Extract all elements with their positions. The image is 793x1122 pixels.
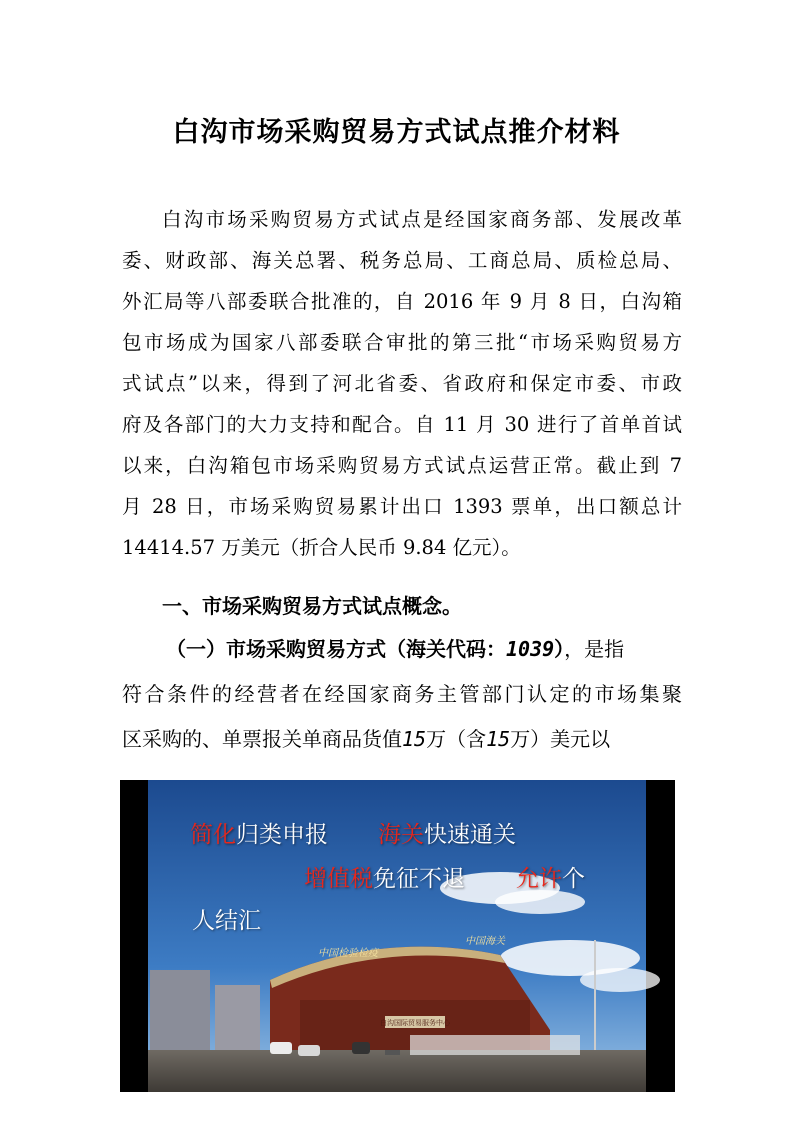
intro-line: 委、财政部、海关总署、税务总局、工商总局、质检总局、	[122, 249, 682, 272]
intro-line: 14414.57 万美元（折合人民币 9.84 亿元）。	[122, 536, 521, 559]
tower-left	[150, 970, 210, 1060]
cloud	[580, 968, 660, 992]
caption-red: 增值税	[304, 866, 373, 892]
car	[298, 1045, 320, 1056]
tower-left-2	[215, 985, 260, 1060]
caption-line-2a	[304, 860, 465, 893]
car	[352, 1042, 370, 1054]
caption-red: 简化	[190, 822, 236, 848]
concept-lead: （一）市场采购贸易方式（海关代码：	[166, 637, 506, 661]
caption-line-2b	[516, 860, 585, 893]
cloud	[495, 890, 585, 914]
caption-line-1b	[378, 816, 516, 849]
car	[270, 1042, 292, 1054]
intro-line: 以来，白沟箱包市场采购贸易方式试点运营正常。截止到 7	[122, 454, 682, 477]
caption-white: 归类申报	[236, 822, 328, 848]
intro-line: 府及各部门的大力支持和配合。自 11 月 30 进行了首单首试	[122, 413, 682, 436]
caption-white: 免征不退	[373, 866, 465, 892]
intro-line: 白沟市场采购贸易方式试点是经国家商务部、发展改革	[162, 208, 682, 231]
building-sign: 白沟国际贸易服务中心	[380, 1019, 450, 1027]
intro-line: 式试点”以来，得到了河北省委、省政府和保定市委、市政	[122, 372, 682, 395]
caption-white: 快速通关	[424, 822, 516, 848]
amount-15: 15	[402, 727, 427, 751]
concept-lead-close: ）	[554, 637, 565, 661]
concept-line-3-b: 万（含	[426, 727, 487, 751]
caption-red: 海关	[378, 822, 424, 848]
concept-line-3	[122, 722, 610, 756]
caption-red: 允许	[516, 866, 562, 892]
concept-line-3-c: 万）美元以	[510, 727, 611, 751]
market-photo	[120, 780, 675, 1092]
amount-15-inclusive: 15	[486, 727, 511, 751]
fence	[410, 1035, 580, 1055]
caption-line-3: 人结汇	[192, 908, 261, 934]
roof-sign-right: 中国海关	[465, 936, 505, 947]
caption-line-1a	[190, 816, 328, 849]
concept-line-1	[166, 632, 624, 666]
intro-line: 月 28 日，市场采购贸易累计出口 1393 票单，出口额总计	[122, 495, 682, 518]
concept-line-2: 符合条件的经营者在经国家商务主管部门认定的市场集聚	[122, 682, 682, 706]
concept-line-1-tail: ，是指	[564, 637, 625, 661]
concept-line-3-a: 区采购的、单票报关单商品货值	[122, 727, 402, 751]
car	[385, 1050, 400, 1055]
section-heading: 一、市场采购贸易方式试点概念。	[162, 594, 462, 618]
page-title: 白沟市场采购贸易方式试点推介材料	[172, 117, 621, 148]
intro-line: 包市场成为国家八部委联合审批的第三批“市场采购贸易方	[122, 331, 682, 354]
parking-lot	[148, 1050, 646, 1092]
caption-white: 个	[562, 866, 585, 892]
intro-line: 外汇局等八部委联合批准的，自 2016 年 9 月 8 日，白沟箱	[122, 290, 682, 313]
roof-sign-left: 中国检验检疫	[318, 948, 378, 959]
customs-code: 1039	[506, 637, 555, 661]
